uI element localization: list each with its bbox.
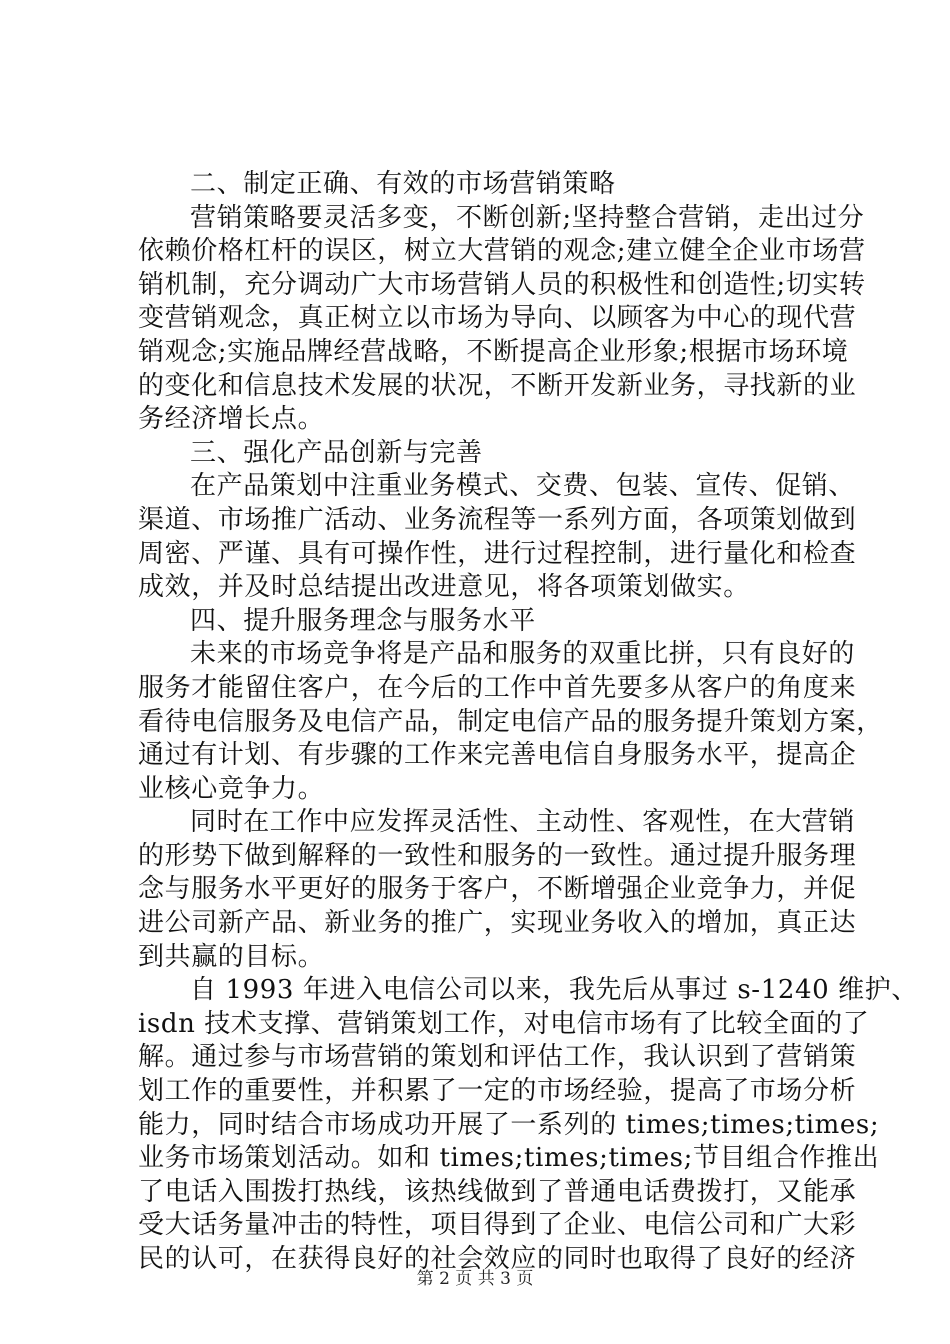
text-line: 通过有计划、有步骤的工作来完善电信自身服务水平，提高企 <box>138 740 857 771</box>
page-footer: 第 2 页 共 3 页 <box>416 1269 534 1289</box>
text-line: 务经济增长点。 <box>138 404 325 435</box>
text-line: 成效，并及时总结提出改进意见，将各项策划做实。 <box>138 572 750 603</box>
text-line: 二、制定正确、有效的市场营销策略 <box>190 169 616 199</box>
text-line: 的形势下做到解释的一致性和服务的一致性。通过提升服务理 <box>138 840 857 871</box>
text-line: 服务才能留住客户，在今后的工作中首先要多从客户的角度来 <box>138 672 857 703</box>
text-line: 同时在工作中应发挥灵活性、主动性、客观性，在大营销 <box>190 807 856 838</box>
text-line: isdn 技术支撑、营销策划工作，对电信市场有了比较全面的了 <box>138 1008 870 1039</box>
text-line: 受大话务量冲击的特性，项目得到了企业、电信公司和广大彩 <box>138 1210 857 1241</box>
text-line: 未来的市场竞争将是产品和服务的双重比拼，只有良好的 <box>190 639 856 670</box>
text-line: 划工作的重要性，并积累了一定的市场经验，提高了市场分析 <box>138 1076 857 1107</box>
text-line: 四、提升服务理念与服务水平 <box>190 605 536 636</box>
text-line: 营销策略要灵活多变，不断创新;坚持整合营销，走出过分 <box>190 202 865 233</box>
text-line: 进公司新产品、新业务的推广，实现业务收入的增加，真正达 <box>138 908 857 939</box>
text-line: 渠道、市场推广活动、业务流程等一系列方面，各项策划做到 <box>138 504 857 535</box>
text-line: 业核心竞争力。 <box>138 773 325 804</box>
text-line: 了电话入围拨打热线，该热线做到了普通电话费拨打，又能承 <box>138 1176 857 1207</box>
text-line: 在产品策划中注重业务模式、交费、包装、宣传、促销、 <box>190 471 856 502</box>
text-line: 的变化和信息技术发展的状况，不断开发新业务，寻找新的业 <box>138 370 857 401</box>
text-line: 能力，同时结合市场成功开展了一系列的 times;times;times; <box>138 1109 880 1140</box>
text-line: 销机制，充分调动广大市场营销人员的积极性和创造性;切实转 <box>138 269 866 300</box>
text-line: 变营销观念，真正树立以市场为导向、以顾客为中心的现代营 <box>138 303 857 334</box>
text-line: 三、强化产品创新与完善 <box>190 437 483 468</box>
text-line: 民的认可，在获得良好的社会效应的同时也取得了良好的经济 <box>138 1244 857 1274</box>
text-line: 念与服务水平更好的服务于客户，不断增强企业竞争力，并促 <box>138 874 857 905</box>
text-line: 看待电信服务及电信产品，制定电信产品的服务提升策划方案， <box>138 706 883 737</box>
text-line: 销观念;实施品牌经营战略，不断提高企业形象;根据市场环境 <box>138 336 849 367</box>
document-body <box>138 168 918 1277</box>
text-line: 业务市场策划活动。如和 times;times;times;节目组合作推出 <box>138 1143 880 1174</box>
text-line: 到共赢的目标。 <box>138 941 325 972</box>
text-line: 周密、严谨、具有可操作性，进行过程控制，进行量化和检查 <box>138 538 857 569</box>
text-line: 依赖价格杠杆的误区，树立大营销的观念;建立健全企业市场营 <box>138 236 866 267</box>
text-line: 自 1993 年进入电信公司以来，我先后从事过 s-1240 维护、 <box>190 975 918 1006</box>
text-line: 解。通过参与市场营销的策划和评估工作，我认识到了营销策 <box>138 1042 857 1073</box>
